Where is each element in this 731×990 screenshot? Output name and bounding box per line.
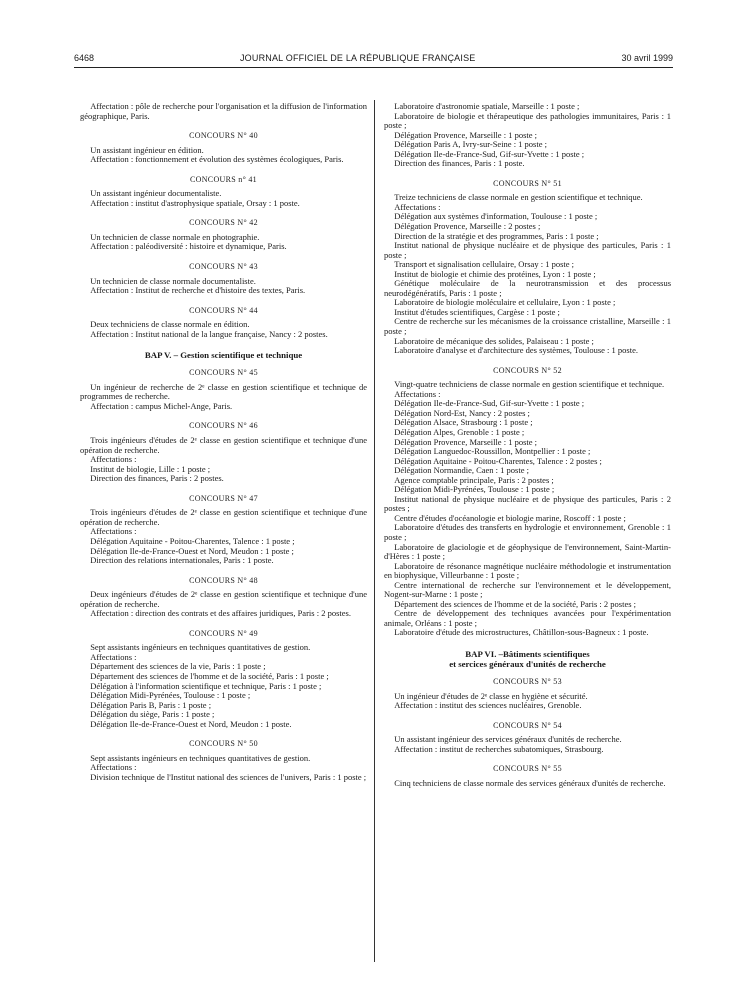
concours-heading: CONCOURS N° 44 bbox=[189, 305, 258, 315]
concours-heading: CONCOURS N° 48 bbox=[189, 575, 258, 585]
section-heading-line: BAP VI. –Bâtiments scientifiques bbox=[465, 648, 590, 659]
list-item: Délégation Ile-de-France-Sud, Gif-sur-Yvette : 1 poste ; bbox=[394, 398, 585, 409]
list-item: Centre international de recherche sur l'environnement et le développement, Nogent-sur-Marne : 1 poste ; bbox=[384, 579, 671, 600]
concours-heading: CONCOURS N° 43 bbox=[189, 262, 258, 272]
paragraph: Sept assistants ingénieurs en techniques quantitatives de gestion. bbox=[90, 642, 311, 653]
concours-heading: CONCOURS N° 50 bbox=[189, 739, 258, 749]
list-item: Génétique moléculaire de la neurotransmission et des processus neurodégénératifs, Paris : 1 poste ; bbox=[384, 278, 671, 298]
list-item: Laboratoire d'analyse et d'architecture des systèmes, Toulouse : 1 poste. bbox=[394, 345, 638, 356]
list-item: Délégation Midi-Pyrénées, Toulouse : 1 poste ; bbox=[394, 484, 555, 495]
list-item: Centre de recherche sur les mécanismes de la croissance cristalline, Marseille : 1 poste ; bbox=[384, 316, 671, 337]
issue-date: 30 avril 1999 bbox=[621, 53, 673, 63]
paragraph: Un ingénieur de recherche de 2ᵉ classe en gestion scientifique et technique de programmes de recherche. bbox=[80, 381, 367, 402]
paragraph: Délégation à l'information scientifique et technique, Paris : 1 poste ; bbox=[90, 680, 322, 691]
paragraph: Affectation : direction des contrats et des affaires juridiques, Paris : 2 postes. bbox=[90, 608, 351, 619]
list-item: Transport et signalisation cellulaire, Orsay : 1 poste ; bbox=[394, 259, 574, 270]
paragraph: Affectations : bbox=[394, 388, 441, 399]
list-item: Laboratoire d'astronomie spatiale, Marseille : 1 poste ; bbox=[394, 101, 580, 111]
paragraph: Un technicien de classe normale documentaliste. bbox=[90, 275, 256, 286]
list-item: Direction de la stratégie et des programmes, Paris : 1 poste ; bbox=[394, 230, 599, 241]
concours-heading: CONCOURS N° 53 bbox=[493, 676, 562, 686]
paragraph: Deux techniciens de classe normale en édition. bbox=[90, 319, 250, 330]
paragraph: Cinq techniciens de classe normale des services généraux d'unités de recherche. bbox=[394, 777, 666, 788]
paragraph: Affectation : fonctionnement et évolution des systèmes écologiques, Paris. bbox=[90, 154, 344, 165]
list-item: Centre de développement des techniques avancées pour l'expérimentation animale, Orléans : 1 poste ; bbox=[384, 608, 671, 628]
paragraph: Délégation Ile-de-France-Ouest et Nord, Meudon : 1 poste. bbox=[90, 718, 292, 729]
list-item: Département des sciences de l'homme et de la société, Paris : 2 postes ; bbox=[394, 598, 637, 609]
paragraph: Affectation : paléodiversité : histoire et dynamique, Paris. bbox=[90, 241, 287, 252]
concours-heading: CONCOURS N° 46 bbox=[189, 421, 258, 431]
paragraph: Affectations : bbox=[90, 651, 137, 662]
journal-title: JOURNAL OFFICIEL DE LA RÉPUBLIQUE FRANÇAISE bbox=[239, 53, 476, 63]
paragraph: Un assistant ingénieur documentaliste. bbox=[90, 188, 222, 199]
list-item: Délégation Provence, Marseille : 1 poste ; bbox=[394, 436, 537, 447]
paragraph: Division technique de l'Institut national des sciences de l'univers, Paris : 1 poste ; bbox=[90, 771, 367, 782]
paragraph: Un ingénieur d'études de 2ᵉ classe en hygiène et sécurité. bbox=[394, 690, 588, 701]
paragraph: Affectation : institut des sciences nucléaires, Grenoble. bbox=[394, 700, 582, 711]
paragraph: Un technicien de classe normale en photographie. bbox=[90, 231, 260, 242]
concours-heading: CONCOURS N° 54 bbox=[493, 720, 562, 730]
paragraph: Délégation Aquitaine - Poitou-Charentes, Talence : 1 poste ; bbox=[90, 535, 295, 546]
concours-heading: CONCOURS N° 51 bbox=[493, 178, 562, 188]
concours-heading: CONCOURS N° 45 bbox=[189, 368, 258, 378]
list-item: Laboratoire de résonance magnétique nucléaire méthodologie et instrumentation en biophysique, Villeurbanne : 1 poste ; bbox=[384, 560, 671, 581]
list-item: Laboratoire d'études des transferts en hydrologie et environnement, Grenoble : 1 poste ; bbox=[384, 522, 671, 542]
list-item: Délégation aux systèmes d'information, Toulouse : 1 poste ; bbox=[394, 211, 598, 222]
paragraph: Sept assistants ingénieurs en techniques quantitatives de gestion. bbox=[90, 752, 311, 763]
concours-heading: CONCOURS N° 55 bbox=[493, 764, 562, 774]
paragraph: Affectations : bbox=[394, 201, 441, 212]
page-header bbox=[74, 53, 673, 67]
header-rule bbox=[74, 67, 673, 68]
paragraph: Délégation Ile-de-France-Ouest et Nord, Meudon : 1 poste ; bbox=[90, 545, 294, 556]
list-item: Laboratoire de mécanique des solides, Palaiseau : 1 poste ; bbox=[394, 335, 594, 346]
paragraph: Trois ingénieurs d'études de 2ᵉ classe en gestion scientifique et technique d'une opération de recherche. bbox=[80, 507, 367, 527]
list-item: Délégation Provence, Marseille : 1 poste ; bbox=[394, 129, 537, 140]
list-item: Institut national de physique nucléaire et de physique des particules, Paris : 2 postes ; bbox=[384, 493, 671, 514]
list-item: Délégation Alsace, Strasbourg : 1 poste ; bbox=[394, 417, 533, 428]
paragraph: Vingt-quatre techniciens de classe normale en gestion scientifique et technique. bbox=[394, 379, 665, 390]
list-item: Laboratoire de glaciologie et de géophysique de l'environnement, Saint-Martin-d'Hères : 1 poste ; bbox=[384, 541, 671, 562]
paragraph: Affectation : Institut de recherche et d'histoire des textes, Paris. bbox=[90, 285, 306, 296]
list-item: Institut d'études scientifiques, Cargèse : 1 poste ; bbox=[394, 306, 560, 317]
concours-heading: CONCOURS n° 41 bbox=[190, 174, 257, 184]
paragraph: Délégation Midi-Pyrénées, Toulouse : 1 poste ; bbox=[90, 690, 251, 701]
section-heading-line: et sercices généraux d'unités de recherche bbox=[449, 658, 606, 669]
paragraph: Affectations : bbox=[90, 762, 137, 773]
list-item: Délégation Aquitaine - Poitou-Charentes, Talence : 2 postes ; bbox=[394, 455, 602, 466]
right-column bbox=[384, 102, 671, 788]
list-item: Agence comptable principale, Paris : 2 postes ; bbox=[394, 474, 554, 485]
concours-heading: CONCOURS N° 52 bbox=[493, 365, 562, 375]
list-item: Délégation Alpes, Grenoble : 1 poste ; bbox=[394, 426, 525, 437]
paragraph: Délégation Paris B, Paris : 1 poste ; bbox=[90, 699, 212, 710]
paragraph: Département des sciences de la vie, Paris : 1 poste ; bbox=[90, 661, 266, 672]
paragraph: Un assistant ingénieur des services généraux d'unités de recherche. bbox=[394, 734, 622, 745]
column-divider bbox=[374, 100, 375, 962]
paragraph: Direction des relations internationales, Paris : 1 poste. bbox=[90, 555, 274, 566]
list-item: Direction des finances, Paris : 1 poste. bbox=[394, 158, 525, 169]
paragraph: Affectation : institut de recherches subatomiques, Strasbourg. bbox=[394, 743, 604, 754]
list-item: Délégation Nord-Est, Nancy : 2 postes ; bbox=[394, 407, 530, 418]
page-number: 6468 bbox=[74, 53, 95, 63]
paragraph: Délégation du siège, Paris : 1 poste ; bbox=[90, 709, 215, 720]
list-item: Délégation Languedoc-Roussillon, Montpellier : 1 poste ; bbox=[394, 446, 591, 457]
concours-heading: CONCOURS N° 49 bbox=[189, 628, 258, 638]
list-item: Institut national de physique nucléaire et de physique des particules, Paris : 1 poste ; bbox=[384, 240, 671, 260]
assignment-list bbox=[384, 212, 671, 355]
list-item: Délégation Provence, Marseille : 2 postes ; bbox=[394, 221, 541, 232]
paragraph: Affectation : campus Michel-Ange, Paris. bbox=[90, 400, 233, 411]
paragraph: Affectation : pôle de recherche pour l'organisation et la diffusion de l'information géographique, Paris. bbox=[80, 101, 367, 121]
list-item: Laboratoire de biologie moléculaire et cellulaire, Lyon : 1 poste ; bbox=[394, 297, 616, 308]
paragraph: Treize techniciens de classe normale en gestion scientifique et technique. bbox=[394, 192, 643, 203]
section-heading bbox=[384, 649, 671, 669]
paragraph: Un assistant ingénieur en édition. bbox=[90, 144, 204, 155]
list-item: Institut de biologie et chimie des protéines, Lyon : 1 poste ; bbox=[394, 268, 596, 279]
paragraph: Affectation : Institut national de la langue française, Nancy : 2 postes. bbox=[90, 328, 328, 339]
paragraph: Direction des finances, Paris : 2 postes. bbox=[90, 473, 224, 484]
paragraph: Affectations : bbox=[90, 454, 137, 465]
concours-heading: CONCOURS N° 40 bbox=[189, 131, 258, 141]
list-item: Centre d'études d'océanologie et biologie marine, Roscoff : 1 poste ; bbox=[394, 512, 626, 523]
paragraph: Trois ingénieurs d'études de 2ᵉ classe en gestion scientifique et technique d'une opération de recherche. bbox=[80, 435, 367, 455]
section-heading: BAP V. – Gestion scientifique et technique bbox=[144, 350, 303, 361]
paragraph: Département des sciences de l'homme et de la société, Paris : 1 poste ; bbox=[90, 670, 329, 681]
paragraph: Deux ingénieurs d'études de 2ᵉ classe en gestion scientifique et technique d'une opération de recherche. bbox=[80, 589, 367, 609]
list-item: Laboratoire de biologie et thérapeutique des pathologies immunitaires, Paris : 1 poste ; bbox=[384, 110, 671, 131]
assignment-list bbox=[384, 399, 671, 638]
paragraph: Affectations : bbox=[90, 526, 137, 537]
paragraph: Institut de biologie, Lille : 1 poste ; bbox=[90, 463, 211, 474]
concours-heading: CONCOURS N° 47 bbox=[189, 493, 258, 503]
left-column bbox=[80, 102, 367, 782]
list-item: Délégation Ile-de-France-Sud, Gif-sur-Yvette : 1 poste ; bbox=[394, 148, 585, 159]
concours-heading: CONCOURS N° 42 bbox=[189, 218, 258, 228]
paragraph: Affectation : institut d'astrophysique spatiale, Orsay : 1 poste. bbox=[90, 197, 300, 208]
continuation-list bbox=[384, 102, 671, 169]
list-item: Délégation Paris A, Ivry-sur-Seine : 1 poste ; bbox=[394, 139, 547, 150]
list-item: Laboratoire d'étude des microstructures, Châtillon-sous-Bagneux : 1 poste. bbox=[394, 627, 649, 638]
list-item: Délégation Normandie, Caen : 1 poste ; bbox=[394, 465, 529, 476]
